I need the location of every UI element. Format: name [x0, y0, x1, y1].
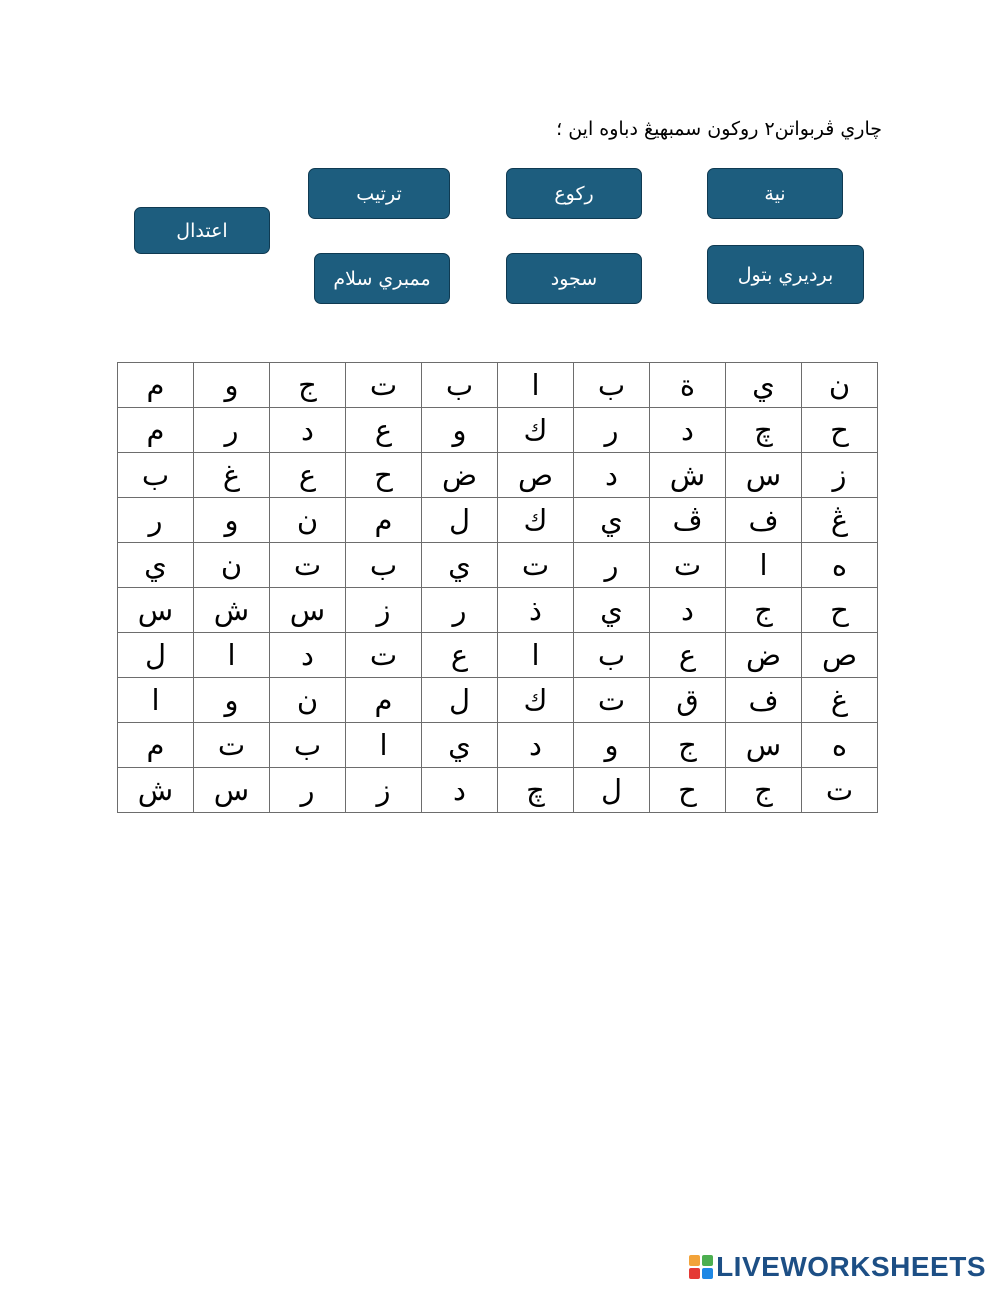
grid-cell[interactable]: ب [346, 543, 422, 588]
grid-cell[interactable]: ت [650, 543, 726, 588]
logo-square-1 [689, 1255, 700, 1266]
word-box-berdiri-betul[interactable]: برديري بتول [707, 245, 864, 304]
grid-cell[interactable]: ل [422, 678, 498, 723]
grid-cell[interactable]: ا [194, 633, 270, 678]
grid-row [118, 363, 878, 408]
grid-cell[interactable]: ب [422, 363, 498, 408]
grid-cell[interactable]: و [422, 408, 498, 453]
grid-cell[interactable]: د [650, 408, 726, 453]
grid-cell[interactable]: ا [118, 678, 194, 723]
grid-cell[interactable]: ش [650, 453, 726, 498]
grid-cell[interactable]: ض [422, 453, 498, 498]
grid-cell[interactable]: ع [270, 453, 346, 498]
grid-cell[interactable]: ي [726, 363, 802, 408]
grid-row [118, 453, 878, 498]
grid-cell[interactable]: س [270, 588, 346, 633]
liveworksheets-brand [689, 1251, 986, 1283]
grid-cell[interactable]: ض [726, 633, 802, 678]
grid-cell[interactable]: ت [270, 543, 346, 588]
word-search-grid [117, 362, 878, 813]
grid-cell[interactable]: ت [194, 723, 270, 768]
word-box-sujud[interactable]: سجود [506, 253, 642, 304]
word-box-niyyah[interactable]: نية [707, 168, 843, 219]
grid-cell[interactable]: م [118, 408, 194, 453]
grid-cell[interactable]: د [574, 453, 650, 498]
grid-cell[interactable]: ڤ [650, 498, 726, 543]
grid-cell[interactable]: ر [574, 408, 650, 453]
grid-cell[interactable]: ل [422, 498, 498, 543]
grid-cell[interactable]: ز [802, 453, 878, 498]
grid-cell[interactable]: ز [346, 768, 422, 813]
grid-cell[interactable]: م [346, 678, 422, 723]
grid-cell[interactable]: ع [346, 408, 422, 453]
grid-cell[interactable]: د [270, 408, 346, 453]
grid-cell[interactable]: ج [650, 723, 726, 768]
grid-cell[interactable]: ج [726, 588, 802, 633]
grid-cell[interactable]: ش [194, 588, 270, 633]
grid-cell[interactable]: ت [574, 678, 650, 723]
grid-cell[interactable]: ا [498, 633, 574, 678]
grid-cell[interactable]: ل [118, 633, 194, 678]
grid-row [118, 408, 878, 453]
grid-cell[interactable]: ي [574, 498, 650, 543]
grid-cell[interactable]: ن [194, 543, 270, 588]
grid-cell[interactable]: و [194, 363, 270, 408]
grid-cell[interactable]: ا [346, 723, 422, 768]
grid-cell[interactable]: ي [422, 543, 498, 588]
grid-cell[interactable]: م [118, 363, 194, 408]
grid-cell[interactable]: ج [270, 363, 346, 408]
logo-square-4 [702, 1268, 713, 1279]
grid-cell[interactable]: ك [498, 408, 574, 453]
grid-cell[interactable]: ح [802, 408, 878, 453]
grid-cell[interactable]: و [194, 498, 270, 543]
grid-cell[interactable]: ح [346, 453, 422, 498]
grid-cell[interactable]: ن [802, 363, 878, 408]
grid-cell[interactable]: ي [422, 723, 498, 768]
grid-cell[interactable]: ة [650, 363, 726, 408]
word-box-iktidal[interactable]: اعتدال [134, 207, 270, 254]
grid-cell[interactable]: س [726, 453, 802, 498]
word-box-tertib[interactable]: ترتيب [308, 168, 450, 219]
grid-cell[interactable]: چ [726, 408, 802, 453]
grid-cell[interactable]: ت [498, 543, 574, 588]
liveworksheets-logo-icon [689, 1255, 713, 1279]
grid-cell[interactable]: س [194, 768, 270, 813]
grid-cell[interactable]: ن [270, 498, 346, 543]
grid-cell[interactable]: ش [118, 768, 194, 813]
grid-cell[interactable]: ت [346, 633, 422, 678]
grid-cell[interactable]: غ [802, 678, 878, 723]
grid-cell[interactable]: د [650, 588, 726, 633]
grid-cell[interactable]: غ [194, 453, 270, 498]
grid-cell[interactable]: ب [270, 723, 346, 768]
logo-square-3 [689, 1268, 700, 1279]
grid-cell[interactable]: و [574, 723, 650, 768]
grid-row [118, 768, 878, 813]
grid-row [118, 543, 878, 588]
grid-cell[interactable]: ڠ [802, 498, 878, 543]
grid-cell[interactable]: ه [802, 543, 878, 588]
grid-cell[interactable]: م [118, 723, 194, 768]
grid-cell[interactable]: ج [726, 768, 802, 813]
grid-cell[interactable]: چ [498, 768, 574, 813]
grid-cell[interactable]: ل [574, 768, 650, 813]
grid-row [118, 633, 878, 678]
grid-cell[interactable]: ر [270, 768, 346, 813]
grid-cell[interactable]: م [346, 498, 422, 543]
grid-cell[interactable]: ع [650, 633, 726, 678]
grid-cell[interactable]: د [270, 633, 346, 678]
grid-cell[interactable]: ب [574, 363, 650, 408]
grid-cell[interactable]: س [726, 723, 802, 768]
grid-cell[interactable]: ت [346, 363, 422, 408]
grid-cell[interactable]: ف [726, 498, 802, 543]
grid-cell[interactable]: ن [270, 678, 346, 723]
grid-cell[interactable]: ب [574, 633, 650, 678]
grid-row [118, 723, 878, 768]
grid-cell[interactable]: و [194, 678, 270, 723]
grid-cell[interactable]: ا [498, 363, 574, 408]
grid-cell[interactable]: د [422, 768, 498, 813]
grid-cell[interactable]: س [118, 588, 194, 633]
grid-row [118, 678, 878, 723]
grid-cell[interactable]: ح [650, 768, 726, 813]
grid-cell[interactable]: ك [498, 498, 574, 543]
grid-cell[interactable]: ر [118, 498, 194, 543]
grid-cell[interactable]: ه [802, 723, 878, 768]
grid-cell[interactable]: ي [118, 543, 194, 588]
grid-cell[interactable]: ر [422, 588, 498, 633]
grid-cell[interactable]: ر [574, 543, 650, 588]
logo-square-2 [702, 1255, 713, 1266]
grid-cell[interactable]: ز [346, 588, 422, 633]
grid-cell[interactable]: ب [118, 453, 194, 498]
grid-cell[interactable]: ص [802, 633, 878, 678]
grid-cell[interactable]: ر [194, 408, 270, 453]
grid-cell[interactable]: ع [422, 633, 498, 678]
brand-name: LIVEWORKSHEETS [716, 1251, 986, 1282]
grid-cell[interactable]: ق [650, 678, 726, 723]
grid-cell[interactable]: ي [574, 588, 650, 633]
instruction-text: چاري ڤربواتن٢ روكون سمبهيڠ دباوه اين ؛ [556, 118, 882, 140]
grid-row [118, 498, 878, 543]
word-box-rukuk[interactable]: ركوع [506, 168, 642, 219]
grid-cell[interactable]: ك [498, 678, 574, 723]
word-box-memberi-salam[interactable]: ممبري سلام [314, 253, 450, 304]
grid-cell[interactable]: ت [802, 768, 878, 813]
grid-cell[interactable]: ف [726, 678, 802, 723]
grid-cell[interactable]: ذ [498, 588, 574, 633]
grid-row [118, 588, 878, 633]
grid-cell[interactable]: ح [802, 588, 878, 633]
grid-cell[interactable]: ص [498, 453, 574, 498]
grid-cell[interactable]: د [498, 723, 574, 768]
grid-cell[interactable]: ا [726, 543, 802, 588]
